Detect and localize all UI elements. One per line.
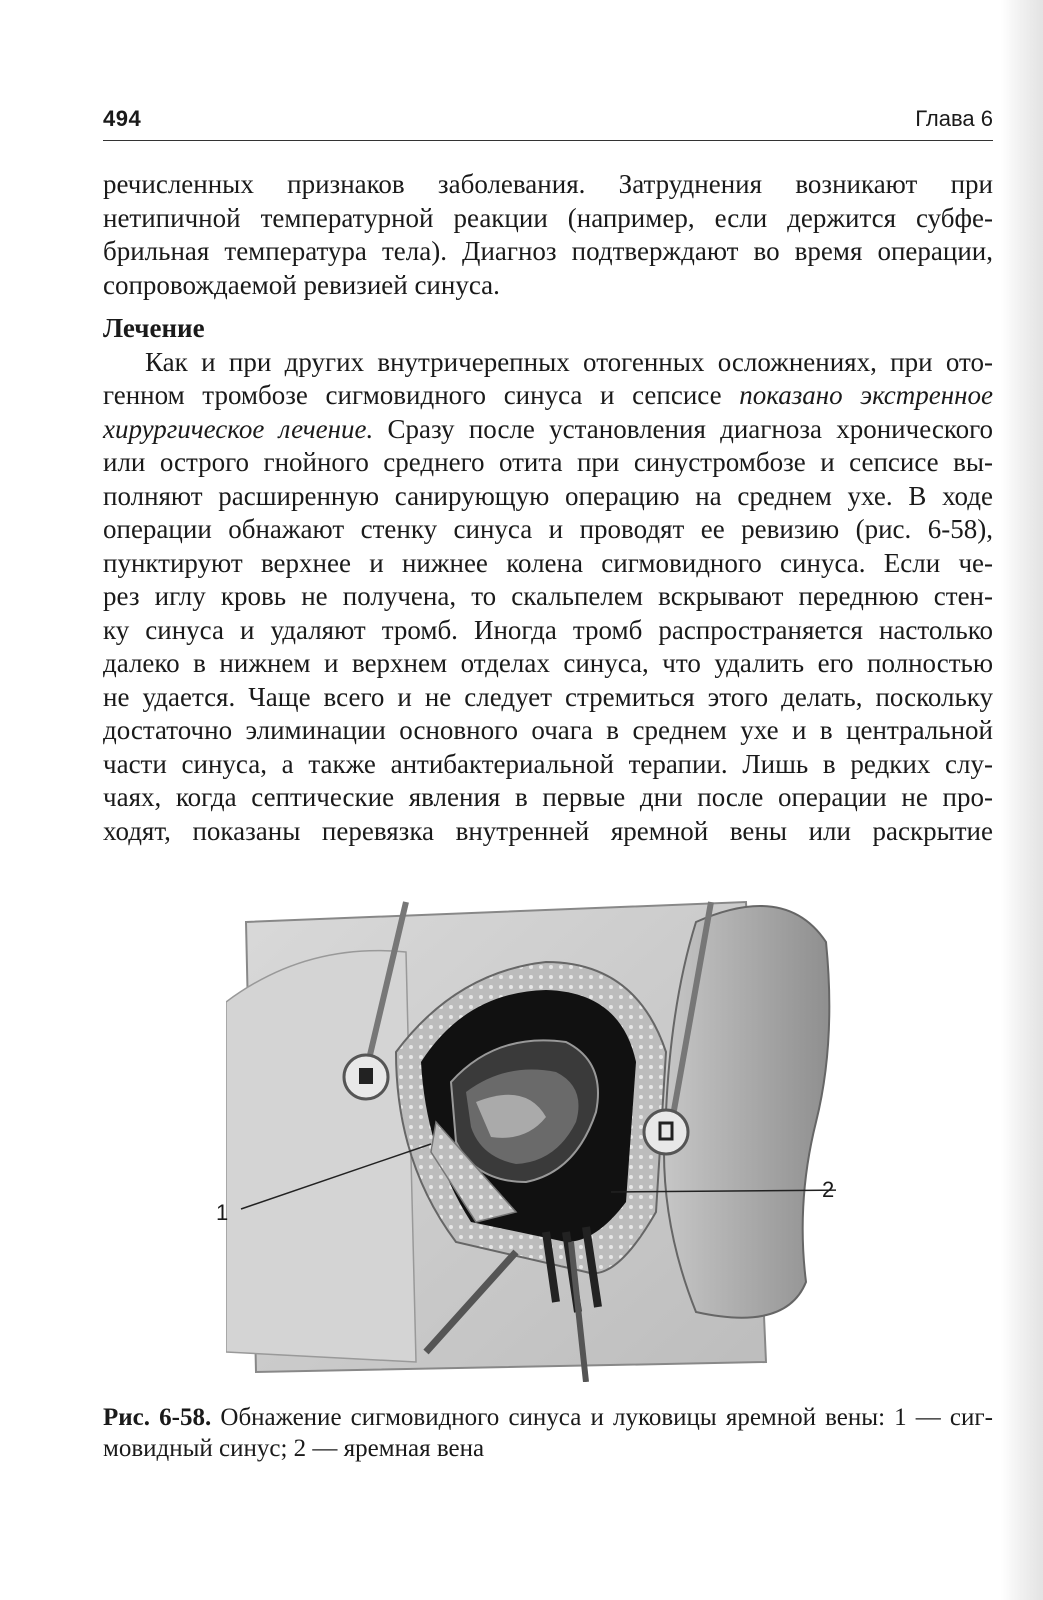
text-line: полняют расширенную санирующую операцию на среднем ухе. В ходе — [103, 480, 993, 511]
text-line: речисленных признаков заболевания. Затруднения возникают при — [103, 169, 993, 199]
text-line: ку синуса и удаляют тромб. Иногда тромб распространяется настолько — [103, 614, 993, 645]
section-heading: Лечение — [103, 313, 205, 343]
caption-line — [103, 1402, 993, 1433]
page-header — [103, 104, 993, 141]
text-run: Сразу после установления диагноза хронического — [373, 413, 993, 444]
treatment-section — [103, 312, 993, 848]
text-line: рез иглу кровь не получена, то скальпелем вскрывают переднюю стен- — [103, 581, 993, 611]
figure-caption — [103, 1402, 993, 1464]
anatomical-illustration — [216, 882, 836, 1382]
text-line — [103, 413, 993, 447]
italic-emphasis: показано экстренное — [739, 380, 994, 410]
text-line: операции обнажают стенку синуса и проводят ее ревизию (рис. 6-58), — [103, 514, 993, 544]
text-line: или острого гнойного среднего отита при синустромбозе и сепсисе вы- — [103, 447, 993, 477]
text-line: нетипичной температурной реакции (например, если держится субфе- — [103, 202, 993, 233]
text-line: далеко в нижнем и верхнем отделах синуса, что удалить его полностью — [103, 648, 993, 678]
text-line: чаях, когда септические явления в первые дни после операции не про- — [103, 782, 993, 812]
caption-label: Рис. 6-58. — [103, 1404, 212, 1431]
caption-text: Обнажение сигмовидного синуса и луковицы яремной вены: 1 — сиг- — [211, 1404, 993, 1431]
intro-paragraph — [103, 168, 993, 302]
text-line: Как и при других внутричерепных отогенных осложнениях, при ото- — [145, 346, 993, 377]
text-line: части синуса, а также антибактериальной терапии. Лишь в редких слу- — [103, 748, 993, 779]
callout-label-1: 1 — [216, 1200, 229, 1225]
callout-label-2: 2 — [822, 1177, 835, 1202]
text-run: генном тромбозе сигмовидного синуса и сепсисе — [103, 380, 740, 410]
surgical-field-drawing — [226, 882, 836, 1382]
text-line: не удается. Чаще всего и не следует стремиться этого делать, поскольку — [103, 681, 993, 712]
chapter-title: Глава 6 — [915, 106, 993, 131]
text-line: ходят, показаны перевязка внутренней яремной вены или раскрытие — [103, 815, 993, 846]
text-line: сопровождаемой ревизией синуса. — [103, 269, 500, 300]
text-line — [103, 379, 993, 413]
page-number: 494 — [103, 106, 142, 131]
italic-emphasis: хирургическое лечение. — [103, 413, 374, 444]
text-line: пунктируют верхнее и нижнее колена сигмовидного синуса. Если че- — [103, 547, 993, 578]
text-line: достаточно элиминации основного очага в среднем ухе и в центральной — [103, 715, 993, 745]
text-line: брильная температура тела). Диагноз подтверждают во время операции, — [103, 236, 993, 266]
page-edge-shadow — [1001, 0, 1043, 1600]
caption-line: мовидный синус; 2 — яремная вена — [103, 1435, 485, 1462]
